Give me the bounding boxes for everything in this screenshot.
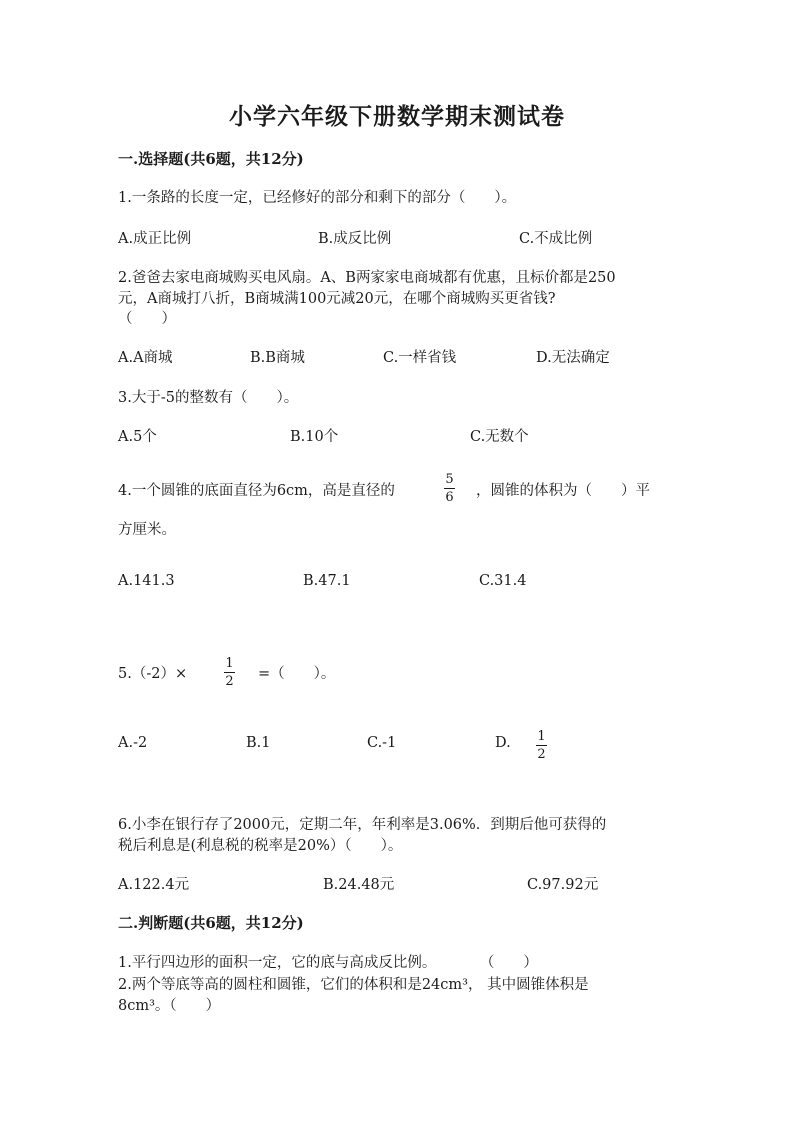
q5-text-part2: =（ ）。	[258, 666, 336, 682]
q2-option-c: C.一样省钱	[383, 350, 457, 366]
q1-option-a: A.成正比例	[118, 231, 192, 247]
q5-fraction-numerator: 1	[225, 656, 234, 671]
q2-option-d: D.无法确定	[536, 350, 610, 366]
q6-option-c: C.97.92元	[527, 877, 599, 893]
q2-line3: （ ）	[118, 311, 176, 327]
q5-fraction-bar	[224, 672, 235, 673]
q1-option-b: B.成反比例	[318, 231, 392, 247]
q5-option-b: B.1	[246, 735, 271, 751]
q4-fraction-denominator: 6	[445, 490, 454, 505]
q2-option-a: A.A商城	[118, 350, 173, 366]
judge-q2-line2: 8cm³。（ ）	[118, 998, 221, 1014]
q5-fraction-denominator: 2	[225, 674, 234, 689]
q5-fraction	[224, 656, 235, 689]
q5-text-part1: 5.（-2）×	[118, 666, 188, 682]
q6-option-a: A.122.4元	[118, 877, 190, 893]
section-2-heading: 二.判断题(共6题，共12分)	[118, 914, 304, 932]
q4-text-part2: ，圆锥的体积为（ ）平	[476, 483, 650, 499]
q4-fraction-numerator: 5	[445, 472, 454, 487]
q2-option-b: B.B商城	[250, 350, 305, 366]
q2-line1: 2.爸爸去家电商城购买电风扇。A、B两家家电商城都有优惠，且标价都是250	[118, 270, 616, 286]
q4-option-c: C.31.4	[479, 573, 527, 589]
q5-option-d: D.	[495, 735, 511, 751]
q5-option-a: A.-2	[118, 735, 148, 751]
q1-option-c: C.不成比例	[519, 231, 593, 247]
judge-q1-text: 1.平行四边形的面积一定，它的底与高成反比例。 （ ）	[118, 955, 538, 971]
q1-text: 1.一条路的长度一定，已经修好的部分和剩下的部分（ ）。	[118, 190, 517, 206]
q5-option-d-numerator: 1	[537, 729, 546, 744]
q5-option-c: C.-1	[367, 735, 397, 751]
q3-option-b: B.10个	[290, 429, 339, 445]
q5-option-d-denominator: 2	[537, 747, 546, 762]
q6-option-b: B.24.48元	[323, 877, 395, 893]
q5-option-d-fraction	[536, 729, 547, 762]
q5-option-d-bar	[536, 745, 547, 746]
q4-fraction	[444, 472, 455, 505]
q2-line2: 元，A商城打八折，B商城满100元减20元，在哪个商城购买更省钱?	[118, 291, 556, 307]
page-title: 小学六年级下册数学期末测试卷	[229, 103, 565, 130]
q4-option-b: B.47.1	[303, 573, 351, 589]
q4-text-part1: 4.一个圆锥的底面直径为6cm，高是直径的	[118, 483, 395, 499]
q3-option-c: C.无数个	[470, 429, 529, 445]
q4-option-a: A.141.3	[118, 573, 175, 589]
q3-text: 3.大于-5的整数有（ ）。	[118, 390, 299, 406]
judge-q2-line1: 2.两个等底等高的圆柱和圆锥，它们的体积和是24cm³， 其中圆锥体积是	[118, 977, 589, 993]
q6-line1: 6.小李在银行存了2000元，定期二年，年利率是3.06%．到期后他可获得的	[118, 817, 607, 833]
section-1-heading: 一.选择题(共6题，共12分)	[118, 150, 304, 168]
q4-fraction-bar	[444, 488, 455, 489]
q4-line2: 方厘米。	[118, 522, 176, 538]
q3-option-a: A.5个	[118, 429, 157, 445]
q6-line2: 税后利息是(利息税的税率是20%）（ ）。	[118, 838, 403, 854]
